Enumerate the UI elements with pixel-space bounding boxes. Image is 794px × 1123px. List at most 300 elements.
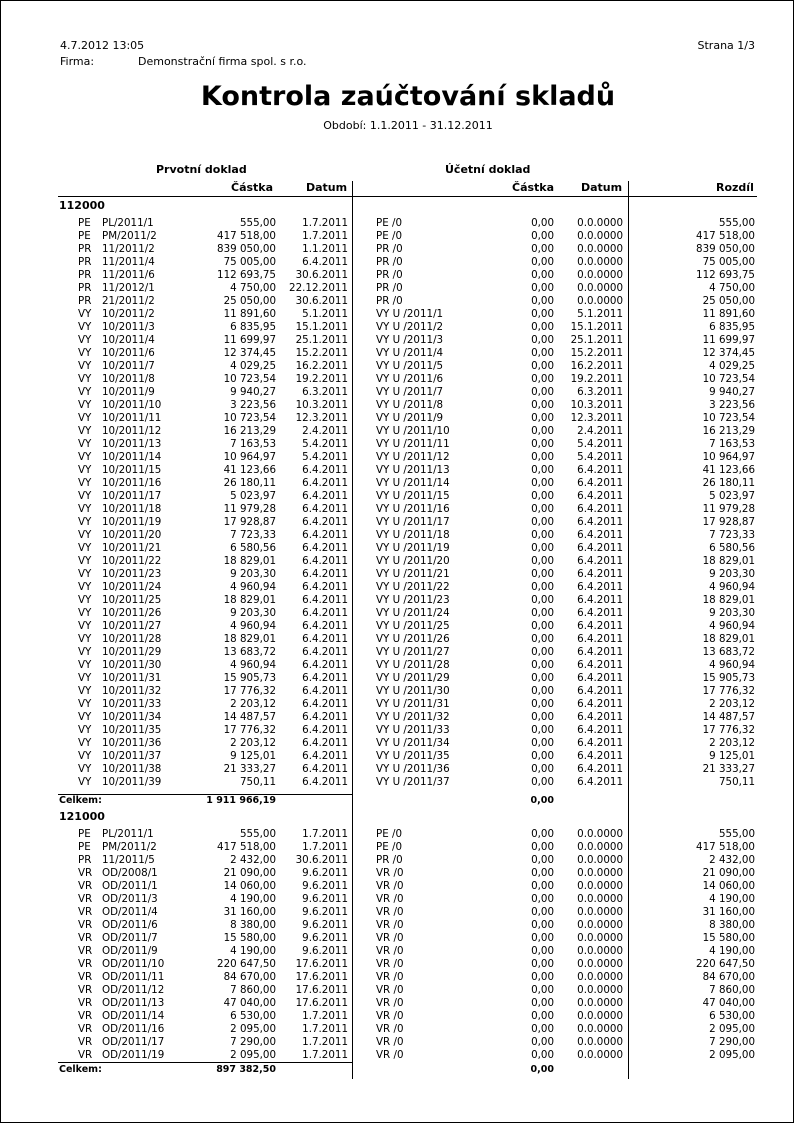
primary-doc-number: OD/2011/11	[102, 971, 165, 983]
accounting-amount: 0,00	[531, 919, 554, 931]
accounting-amount: 0,00	[531, 646, 554, 658]
primary-date: 1.1.2011	[302, 243, 348, 255]
accounting-amount: 0,00	[531, 568, 554, 580]
table-row	[1, 425, 793, 438]
primary-date: 6.4.2011	[302, 503, 348, 515]
primary-doc-number: 11/2011/2	[102, 243, 155, 255]
difference-amount: 11 979,28	[702, 503, 755, 515]
doc-type: VR	[78, 880, 93, 892]
primary-amount: 9 940,27	[230, 386, 276, 398]
table-row	[1, 295, 793, 308]
primary-amount: 17 776,32	[223, 685, 276, 697]
primary-doc-number: OD/2011/19	[102, 1049, 165, 1061]
primary-date: 1.7.2011	[302, 1023, 348, 1035]
doc-type: PR	[78, 854, 92, 866]
primary-date: 2.4.2011	[302, 425, 348, 437]
primary-doc-number: 10/2011/22	[102, 555, 162, 567]
primary-amount: 2 203,12	[230, 698, 276, 710]
accounting-amount: 0,00	[531, 477, 554, 489]
primary-date: 1.7.2011	[302, 1010, 348, 1022]
primary-doc-number: OD/2011/3	[102, 893, 158, 905]
table-row	[1, 256, 793, 269]
accounting-date: 6.4.2011	[577, 763, 623, 775]
primary-date: 12.3.2011	[295, 412, 348, 424]
doc-type: VY	[78, 308, 92, 320]
primary-amount: 4 190,00	[230, 945, 276, 957]
accounting-amount: 0,00	[531, 737, 554, 749]
accounting-doc-number: PR /0	[376, 269, 403, 281]
accounting-date: 0.0.0000	[577, 295, 623, 307]
table-row	[1, 919, 793, 932]
primary-date: 17.6.2011	[295, 997, 348, 1009]
accounting-doc-number: VY U /2011/20	[376, 555, 450, 567]
primary-date: 9.6.2011	[302, 932, 348, 944]
difference-amount: 18 829,01	[702, 555, 755, 567]
difference-amount: 2 432,00	[709, 854, 755, 866]
primary-amount: 7 860,00	[230, 984, 276, 996]
difference-amount: 9 940,27	[709, 386, 755, 398]
accounting-amount: 0,00	[531, 854, 554, 866]
table-row	[1, 828, 793, 841]
accounting-amount: 0,00	[531, 308, 554, 320]
primary-doc-number: 10/2011/21	[102, 542, 162, 554]
table-row	[1, 633, 793, 646]
doc-type: VY	[78, 438, 92, 450]
primary-doc-number: 10/2011/12	[102, 425, 162, 437]
accounting-doc-number: VY U /2011/9	[376, 412, 444, 424]
primary-doc-number: 10/2011/38	[102, 763, 162, 775]
accounting-doc-number: VR /0	[376, 971, 404, 983]
accounting-amount: 0,00	[531, 984, 554, 996]
primary-doc-number: 11/2011/4	[102, 256, 155, 268]
accounting-doc-number: VR /0	[376, 906, 404, 918]
accounting-doc-number: VY U /2011/29	[376, 672, 450, 684]
accounting-amount: 0,00	[531, 620, 554, 632]
primary-date: 1.7.2011	[302, 841, 348, 853]
doc-type: VY	[78, 334, 92, 346]
table-row	[1, 698, 793, 711]
doc-type: VR	[78, 932, 93, 944]
primary-amount: 31 160,00	[223, 906, 276, 918]
accounting-date: 6.4.2011	[577, 698, 623, 710]
accounting-doc-number: VR /0	[376, 880, 404, 892]
primary-doc-number: 10/2011/10	[102, 399, 162, 411]
accounting-doc-number: VY U /2011/5	[376, 360, 444, 372]
accounting-date: 6.4.2011	[577, 503, 623, 515]
accounting-doc-number: PE /0	[376, 828, 403, 840]
amount-header: Částka	[231, 181, 274, 194]
accounting-doc-number: VY U /2011/17	[376, 516, 450, 528]
primary-amount: 41 123,66	[223, 464, 276, 476]
table-row	[1, 321, 793, 334]
primary-amount: 11 979,28	[223, 503, 276, 515]
primary-doc-number: 10/2011/33	[102, 698, 162, 710]
primary-doc-number: 10/2011/7	[102, 360, 155, 372]
primary-date: 6.4.2011	[302, 672, 348, 684]
primary-date: 22.12.2011	[289, 282, 348, 294]
accounting-doc-number: VY U /2011/24	[376, 607, 450, 619]
primary-amount: 25 050,00	[223, 295, 276, 307]
accounting-amount: 0,00	[531, 230, 554, 242]
primary-date: 1.7.2011	[302, 1049, 348, 1061]
doc-type: VY	[78, 477, 92, 489]
primary-doc-number: 10/2011/14	[102, 451, 162, 463]
primary-doc-number: OD/2011/13	[102, 997, 165, 1009]
table-row	[1, 516, 793, 529]
difference-amount: 14 487,57	[702, 711, 755, 723]
doc-type: VY	[78, 425, 92, 437]
difference-amount: 4 960,94	[709, 659, 755, 671]
primary-amount: 10 723,54	[223, 412, 276, 424]
difference-amount: 7 860,00	[709, 984, 755, 996]
primary-date: 6.3.2011	[302, 386, 348, 398]
table-row	[1, 724, 793, 737]
table-row	[1, 646, 793, 659]
primary-date: 6.4.2011	[302, 659, 348, 671]
accounting-doc-number: VY U /2011/35	[376, 750, 450, 762]
primary-date: 30.6.2011	[295, 269, 348, 281]
table-row	[1, 412, 793, 425]
primary-doc-number: 10/2011/32	[102, 685, 162, 697]
doc-type: VR	[78, 945, 93, 957]
accounting-date: 6.4.2011	[577, 750, 623, 762]
accounting-date: 0.0.0000	[577, 230, 623, 242]
doc-type: VY	[78, 555, 92, 567]
accounting-date: 6.4.2011	[577, 737, 623, 749]
primary-date: 6.4.2011	[302, 776, 348, 788]
difference-amount: 18 829,01	[702, 633, 755, 645]
difference-amount: 6 530,00	[709, 1010, 755, 1022]
total-label: Celkem:	[59, 1064, 102, 1075]
primary-date: 9.6.2011	[302, 919, 348, 931]
table-row	[1, 880, 793, 893]
table-row	[1, 399, 793, 412]
table-row	[1, 594, 793, 607]
doc-type: VY	[78, 399, 92, 411]
doc-type: VY	[78, 386, 92, 398]
primary-amount: 6 530,00	[230, 1010, 276, 1022]
difference-amount: 417 518,00	[696, 230, 755, 242]
date2-header: Datum	[581, 181, 623, 194]
primary-date: 6.4.2011	[302, 568, 348, 580]
primary-date: 17.6.2011	[295, 971, 348, 983]
table-row	[1, 867, 793, 880]
accounting-amount: 0,00	[531, 1023, 554, 1035]
difference-amount: 10 964,97	[702, 451, 755, 463]
primary-doc-number: 10/2011/9	[102, 386, 155, 398]
accounting-doc-number: VR /0	[376, 919, 404, 931]
accounting-date: 2.4.2011	[577, 425, 623, 437]
primary-date: 9.6.2011	[302, 880, 348, 892]
accounting-doc-number: VR /0	[376, 1023, 404, 1035]
doc-type: VY	[78, 464, 92, 476]
primary-doc-number: 10/2011/11	[102, 412, 162, 424]
accounting-date: 0.0.0000	[577, 919, 623, 931]
accounting-date: 6.4.2011	[577, 646, 623, 658]
primary-doc-number: 10/2011/20	[102, 529, 162, 541]
accounting-amount: 0,00	[531, 1049, 554, 1061]
accounting-date: 25.1.2011	[570, 334, 623, 346]
primary-date: 30.6.2011	[295, 854, 348, 866]
doc-type: VR	[78, 867, 93, 879]
table-row	[1, 750, 793, 763]
doc-type: VY	[78, 412, 92, 424]
primary-date: 10.3.2011	[295, 399, 348, 411]
primary-doc-number: 10/2011/31	[102, 672, 162, 684]
primary-date: 1.7.2011	[302, 828, 348, 840]
primary-amount: 417 518,00	[217, 841, 276, 853]
difference-amount: 16 213,29	[702, 425, 755, 437]
doc-type: VR	[78, 893, 93, 905]
accounting-doc-number: VY U /2011/28	[376, 659, 450, 671]
primary-amount: 9 203,30	[230, 607, 276, 619]
accounting-doc-number: VY U /2011/1	[376, 308, 444, 320]
difference-amount: 2 203,12	[709, 698, 755, 710]
accounting-date: 6.4.2011	[577, 581, 623, 593]
primary-date: 30.6.2011	[295, 295, 348, 307]
accounting-doc-number: VR /0	[376, 997, 404, 1009]
primary-amount: 21 090,00	[223, 867, 276, 879]
primary-date: 6.4.2011	[302, 737, 348, 749]
primary-doc-number: OD/2011/12	[102, 984, 165, 996]
primary-amount: 4 750,00	[230, 282, 276, 294]
primary-doc-number: PL/2011/1	[102, 828, 154, 840]
accounting-amount: 0,00	[531, 399, 554, 411]
primary-amount: 12 374,45	[223, 347, 276, 359]
accounting-amount: 0,00	[531, 412, 554, 424]
accounting-doc-number: VR /0	[376, 984, 404, 996]
accounting-doc-number: VY U /2011/10	[376, 425, 450, 437]
accounting-doc-number: PR /0	[376, 295, 403, 307]
primary-date: 6.4.2011	[302, 529, 348, 541]
accounting-amount: 0,00	[531, 347, 554, 359]
primary-doc-number: 21/2011/2	[102, 295, 155, 307]
primary-amount: 18 829,01	[223, 633, 276, 645]
primary-doc-number: 10/2011/8	[102, 373, 155, 385]
primary-date: 9.6.2011	[302, 867, 348, 879]
primary-date: 6.4.2011	[302, 555, 348, 567]
primary-amount: 17 928,87	[223, 516, 276, 528]
table-row	[1, 282, 793, 295]
accounting-doc-number: VR /0	[376, 1036, 404, 1048]
accounting-amount: 0,00	[531, 581, 554, 593]
accounting-amount: 0,00	[531, 503, 554, 515]
accounting-date: 0.0.0000	[577, 256, 623, 268]
accounting-doc-number: VY U /2011/27	[376, 646, 450, 658]
difference-amount: 7 290,00	[709, 1036, 755, 1048]
primary-date: 19.2.2011	[295, 373, 348, 385]
accounting-amount: 0,00	[531, 841, 554, 853]
primary-date: 6.4.2011	[302, 711, 348, 723]
primary-amount: 4 190,00	[230, 893, 276, 905]
accounting-doc-number: PE /0	[376, 841, 403, 853]
primary-amount: 2 095,00	[230, 1049, 276, 1061]
difference-amount: 7 163,53	[709, 438, 755, 450]
accounting-amount: 0,00	[531, 867, 554, 879]
primary-date: 17.6.2011	[295, 984, 348, 996]
subtotal-rule	[58, 794, 352, 795]
accounting-date: 0.0.0000	[577, 854, 623, 866]
account-header: 112000	[59, 199, 105, 212]
primary-doc-number: OD/2011/16	[102, 1023, 165, 1035]
table-row	[1, 529, 793, 542]
accounting-doc-number: VY U /2011/21	[376, 568, 450, 580]
accounting-date: 0.0.0000	[577, 906, 623, 918]
table-row	[1, 1023, 793, 1036]
primary-amount: 9 125,01	[230, 750, 276, 762]
print-datetime: 4.7.2012 13:05	[60, 39, 145, 52]
firm-label: Firma:	[60, 55, 95, 68]
primary-doc-number: OD/2011/14	[102, 1010, 165, 1022]
doc-type: VY	[78, 750, 92, 762]
accounting-date: 6.4.2011	[577, 672, 623, 684]
primary-date: 16.2.2011	[295, 360, 348, 372]
doc-type: VY	[78, 737, 92, 749]
primary-amount: 18 829,01	[223, 555, 276, 567]
table-row	[1, 945, 793, 958]
primary-date: 6.4.2011	[302, 620, 348, 632]
accounting-date: 0.0.0000	[577, 282, 623, 294]
doc-type: VY	[78, 516, 92, 528]
difference-amount: 31 160,00	[702, 906, 755, 918]
difference-amount: 11 699,97	[702, 334, 755, 346]
table-row	[1, 243, 793, 256]
doc-type: VY	[78, 529, 92, 541]
amount2-header: Částka	[512, 181, 555, 194]
accounting-date: 6.4.2011	[577, 477, 623, 489]
table-row	[1, 373, 793, 386]
total-accounting: 0,00	[530, 795, 554, 806]
accounting-amount: 0,00	[531, 451, 554, 463]
primary-amount: 4 029,25	[230, 360, 276, 372]
doc-type: VY	[78, 321, 92, 333]
accounting-amount: 0,00	[531, 542, 554, 554]
primary-amount: 7 723,33	[230, 529, 276, 541]
primary-doc-number: 10/2011/37	[102, 750, 162, 762]
table-row	[1, 230, 793, 243]
doc-type: VY	[78, 542, 92, 554]
table-row	[1, 386, 793, 399]
difference-amount: 12 374,45	[702, 347, 755, 359]
report-title: Kontrola zaúčtování skladů	[200, 81, 616, 112]
accounting-amount: 0,00	[531, 958, 554, 970]
table-row	[1, 737, 793, 750]
table-row	[1, 685, 793, 698]
accounting-doc-number: PR /0	[376, 854, 403, 866]
table-row	[1, 581, 793, 594]
primary-doc-number: 10/2011/19	[102, 516, 162, 528]
primary-date: 5.4.2011	[302, 438, 348, 450]
accounting-date: 15.1.2011	[570, 321, 623, 333]
section-rows	[1, 828, 793, 1062]
accounting-amount: 0,00	[531, 321, 554, 333]
primary-doc-number: 10/2011/23	[102, 568, 162, 580]
accounting-doc-number: VY U /2011/19	[376, 542, 450, 554]
accounting-date: 10.3.2011	[570, 399, 623, 411]
table-row	[1, 711, 793, 724]
primary-amount: 11 699,97	[223, 334, 276, 346]
accounting-date: 0.0.0000	[577, 217, 623, 229]
difference-amount: 4 190,00	[709, 945, 755, 957]
primary-doc-number: 10/2011/16	[102, 477, 162, 489]
difference-amount: 84 670,00	[702, 971, 755, 983]
accounting-date: 6.4.2011	[577, 464, 623, 476]
primary-date: 9.6.2011	[302, 906, 348, 918]
difference-amount: 21 333,27	[702, 763, 755, 775]
doc-type: VR	[78, 984, 93, 996]
primary-doc-number: 10/2011/27	[102, 620, 162, 632]
difference-header: Rozdíl	[716, 181, 754, 194]
doc-type: VY	[78, 594, 92, 606]
primary-doc-number: 10/2011/39	[102, 776, 162, 788]
doc-type: VY	[78, 373, 92, 385]
difference-amount: 11 891,60	[702, 308, 755, 320]
doc-type: VR	[78, 1049, 93, 1061]
difference-amount: 2 203,12	[709, 737, 755, 749]
table-row	[1, 568, 793, 581]
accounting-doc-number: VY U /2011/11	[376, 438, 450, 450]
difference-amount: 2 095,00	[709, 1049, 755, 1061]
accounting-date: 0.0.0000	[577, 243, 623, 255]
accounting-date: 19.2.2011	[570, 373, 623, 385]
accounting-date: 0.0.0000	[577, 1010, 623, 1022]
table-row	[1, 1036, 793, 1049]
accounting-amount: 0,00	[531, 932, 554, 944]
primary-doc-number: 10/2011/36	[102, 737, 162, 749]
table-row	[1, 542, 793, 555]
table-row	[1, 971, 793, 984]
total-primary: 1 911 966,19	[206, 795, 276, 806]
difference-amount: 15 580,00	[702, 932, 755, 944]
primary-doc-number: 10/2011/35	[102, 724, 162, 736]
primary-date: 6.4.2011	[302, 633, 348, 645]
primary-doc-number: 10/2011/3	[102, 321, 155, 333]
accounting-date: 12.3.2011	[570, 412, 623, 424]
accounting-date: 6.4.2011	[577, 659, 623, 671]
doc-type: VY	[78, 763, 92, 775]
accounting-date: 0.0.0000	[577, 1049, 623, 1061]
accounting-amount: 0,00	[531, 633, 554, 645]
accounting-date: 6.4.2011	[577, 620, 623, 632]
difference-amount: 14 060,00	[702, 880, 755, 892]
accounting-doc-number: VR /0	[376, 958, 404, 970]
doc-type: VY	[78, 451, 92, 463]
primary-doc-number: 10/2011/28	[102, 633, 162, 645]
primary-doc-number: 10/2011/4	[102, 334, 155, 346]
accounting-amount: 0,00	[531, 555, 554, 567]
accounting-doc-number: VR /0	[376, 893, 404, 905]
doc-type: VY	[78, 607, 92, 619]
doc-type: VR	[78, 1010, 93, 1022]
accounting-amount: 0,00	[531, 750, 554, 762]
accounting-date: 6.4.2011	[577, 607, 623, 619]
accounting-date: 0.0.0000	[577, 880, 623, 892]
primary-date: 15.1.2011	[295, 321, 348, 333]
accounting-amount: 0,00	[531, 776, 554, 788]
primary-date: 1.7.2011	[302, 230, 348, 242]
accounting-date: 5.1.2011	[577, 308, 623, 320]
accounting-doc-number: VY U /2011/36	[376, 763, 450, 775]
accounting-doc-number: VY U /2011/37	[376, 776, 450, 788]
doc-type: VY	[78, 698, 92, 710]
difference-amount: 6 580,56	[709, 542, 755, 554]
accounting-amount: 0,00	[531, 945, 554, 957]
doc-type: VY	[78, 685, 92, 697]
difference-amount: 555,00	[718, 217, 755, 229]
doc-type: PE	[78, 230, 91, 242]
table-row	[1, 620, 793, 633]
accounting-amount: 0,00	[531, 256, 554, 268]
